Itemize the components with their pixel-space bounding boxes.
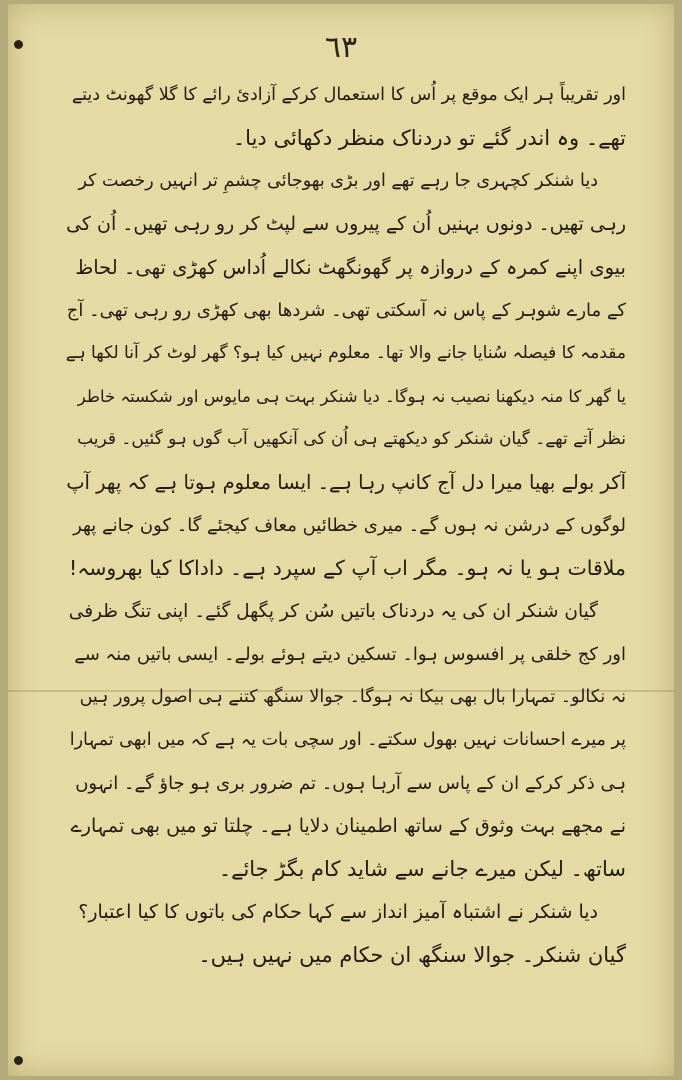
text-line: پر میرے احسانات نہیں بھول سکتے۔ اور سچی بات یہ ہے کہ میں ابھی تمہارا	[69, 730, 626, 750]
text-line: اور کج خلقی پر افسوس ہوا۔ تسکین دیتے ہوئے بولے۔ ایسی باتیں منہ سے	[74, 644, 626, 665]
text-line: ملاقات ہو یا نہ ہو۔ مگر اب آپ کے سپرد ہے۔ داداکا کیا بھروسہ!	[69, 556, 626, 580]
text-line: دیا شنکر کچہری جا رہے تھے اور بڑی بھوجائی چشمِ تر انہیں رخصت کر	[78, 171, 598, 191]
text-line: اور تقریباً ہر ایک موقع پر اُس کا استعمال کرکے آزادیٔ رائے کا گلا گھونٹ دیتے	[71, 85, 626, 105]
text-line: لوگوں کے درشن نہ ہوں گے۔ میری خطائیں معاف کیجئے گا۔ کون جانے پھر	[73, 515, 626, 536]
text-line: رہی تھیں۔ دونوں بہنیں اُن کے پیروں سے لپٹ کر رو رہی تھیں۔ اُن کی	[66, 213, 626, 235]
text-line: ہی ذکر کرکے ان کے پاس سے آرہا ہوں۔ تم ضرور بری ہو جاؤ گے۔ انہوں	[75, 773, 626, 794]
text-line: گیان شنکر۔ جوالا سنگھ ان حکام میں نہیں ہیں۔	[198, 943, 626, 967]
text-line: تھے۔ وہ اندر گئے تو دردناک منظر دکھائی دیا۔	[232, 126, 626, 150]
text-line: نہ نکالو۔ تمہارا بال بھی بیکا نہ ہوگا۔ جوالا سنگھ کتنے ہی اصول پرور ہیں	[79, 687, 626, 707]
manuscript-page	[8, 4, 674, 1076]
page-number: ٦٣	[324, 30, 358, 65]
punch-hole-mark	[14, 1056, 23, 1065]
handwritten-text-block	[66, 74, 626, 1064]
text-line: یا گھر کا منہ دیکھنا نصیب نہ ہوگا۔ دیا شنکر بہت ہی مایوس اور شکستہ خاطر	[77, 387, 626, 406]
text-line: آکر بولے بھیا میرا دل آج کانپ رہا ہے۔ ایسا معلوم ہوتا ہے کہ پھر آپ	[66, 471, 626, 494]
text-line: ساتھ۔ لیکن میرے جانے سے شاید کام بگڑ جائے۔	[218, 857, 626, 881]
text-line: نے مجھے بہت وثوق کے ساتھ اطمینان دلایا ہے۔ چلتا تو میں بھی تمہارے	[70, 815, 626, 837]
text-line: نظر آتے تھے۔ گیان شنکر کو دیکھتے ہی اُن کی آنکھیں آب گوں ہو گئیں۔ قریب	[77, 429, 626, 449]
text-line: بیوی اپنے کمرہ کے دروازہ پر گھونگھٹ نکالے اُداس کھڑی تھی۔ لحاظ	[75, 256, 626, 279]
text-line: گیان شنکر ان کی یہ دردناک باتیں سُن کر پگھل گئے۔ اپنی تنگ ظرفی	[68, 601, 598, 622]
text-line: کے مارے شوہر کے پاس نہ آسکتی تھی۔ شردھا بھی کھڑی رو رہی تھی۔ آج	[66, 300, 626, 321]
text-line: دیا شنکر نے اشتباہ آمیز انداز سے کہا حکام کی باتوں کا کیا اعتبار؟	[78, 901, 598, 923]
text-line: مقدمہ کا فیصلہ سُنایا جانے والا تھا۔ معلوم نہیں کیا ہو؟ گھر لوٹ کر آنا لکھا ہے	[66, 343, 626, 363]
